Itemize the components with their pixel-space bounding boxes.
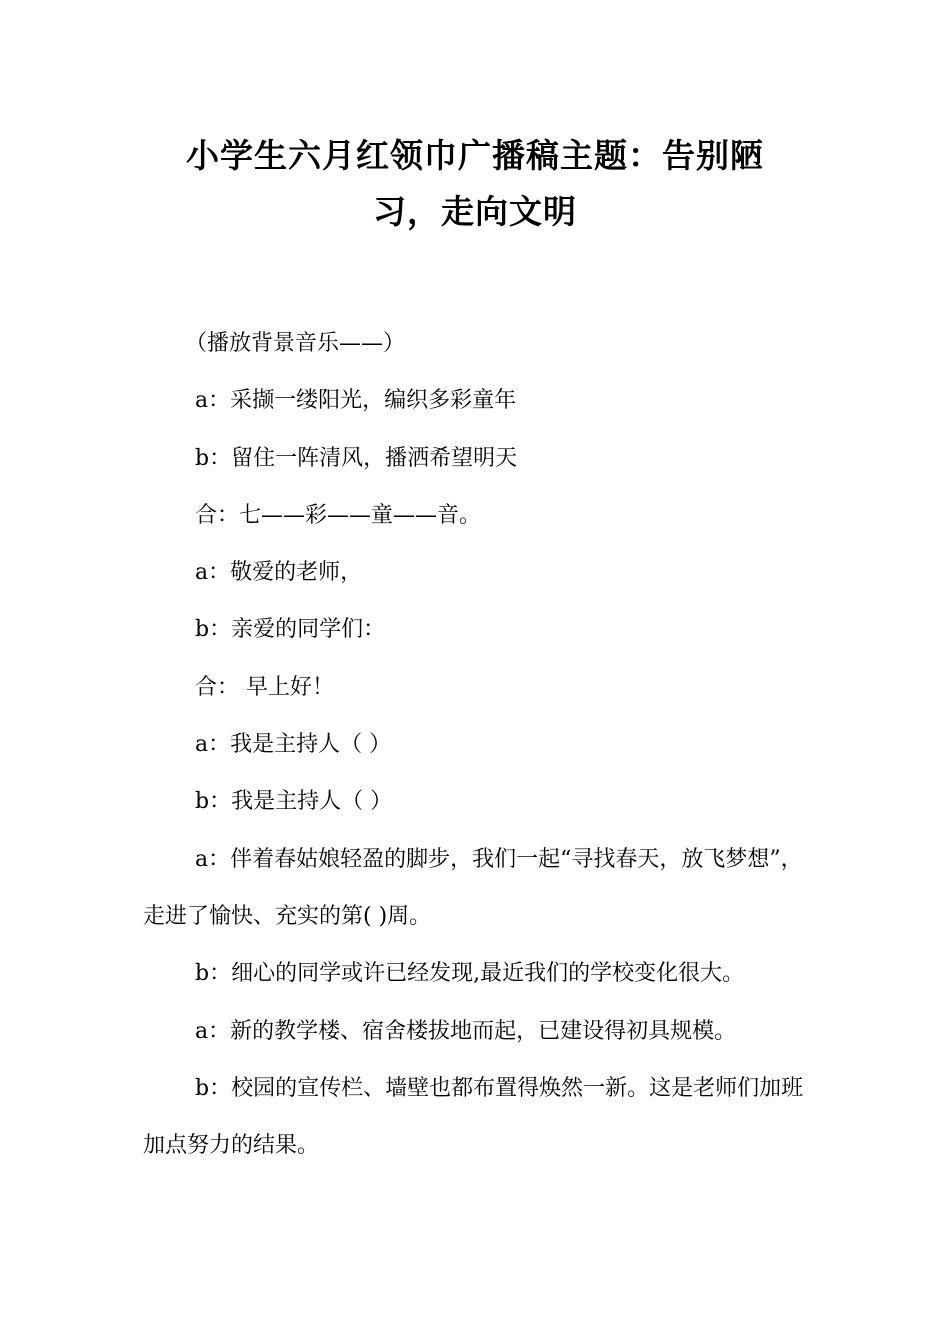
stage-direction: （播放背景音乐——） xyxy=(185,331,406,356)
dialogue-line: a：新的教学楼、宿舍楼拔地而起，已建设得初具规模。 xyxy=(195,1018,737,1044)
dialogue-line: b：留住一阵清风，播洒希望明天 xyxy=(195,445,518,471)
dialogue-line: b：我是主持人（ ） xyxy=(195,789,393,815)
dialogue-line: b：亲爱的同学们： xyxy=(195,617,386,643)
dialogue-line: a：我是主持人（ ） xyxy=(195,732,392,758)
dialogue-line: 合：七——彩——童——音。 xyxy=(195,502,482,528)
dialogue-line: b：细心的同学或许已经发现,最近我们的学校变化很大。 xyxy=(195,961,745,987)
dialogue-line: a：伴着春姑娘轻盈的脚步，我们一起“寻找春天，放飞梦想”，走进了愉快、充实的第( )周。 xyxy=(143,846,803,929)
title-line-2: 习，走向文明 xyxy=(373,192,577,231)
dialogue-line: 合： 早上好！ xyxy=(195,674,334,700)
dialogue-line: b：校园的宣传栏、墙壁也都布置得焕然一新。这是老师们加班加点努力的结果。 xyxy=(143,1075,804,1159)
dialogue-line: a：采撷一缕阳光，编织多彩童年 xyxy=(195,388,517,414)
dialogue-line: a：敬爱的老师， xyxy=(195,560,363,586)
document-title xyxy=(140,128,810,240)
title-line-1: 小学生六月红领巾广播稿主题：告别陋 xyxy=(186,136,764,175)
document-body xyxy=(143,315,813,1174)
